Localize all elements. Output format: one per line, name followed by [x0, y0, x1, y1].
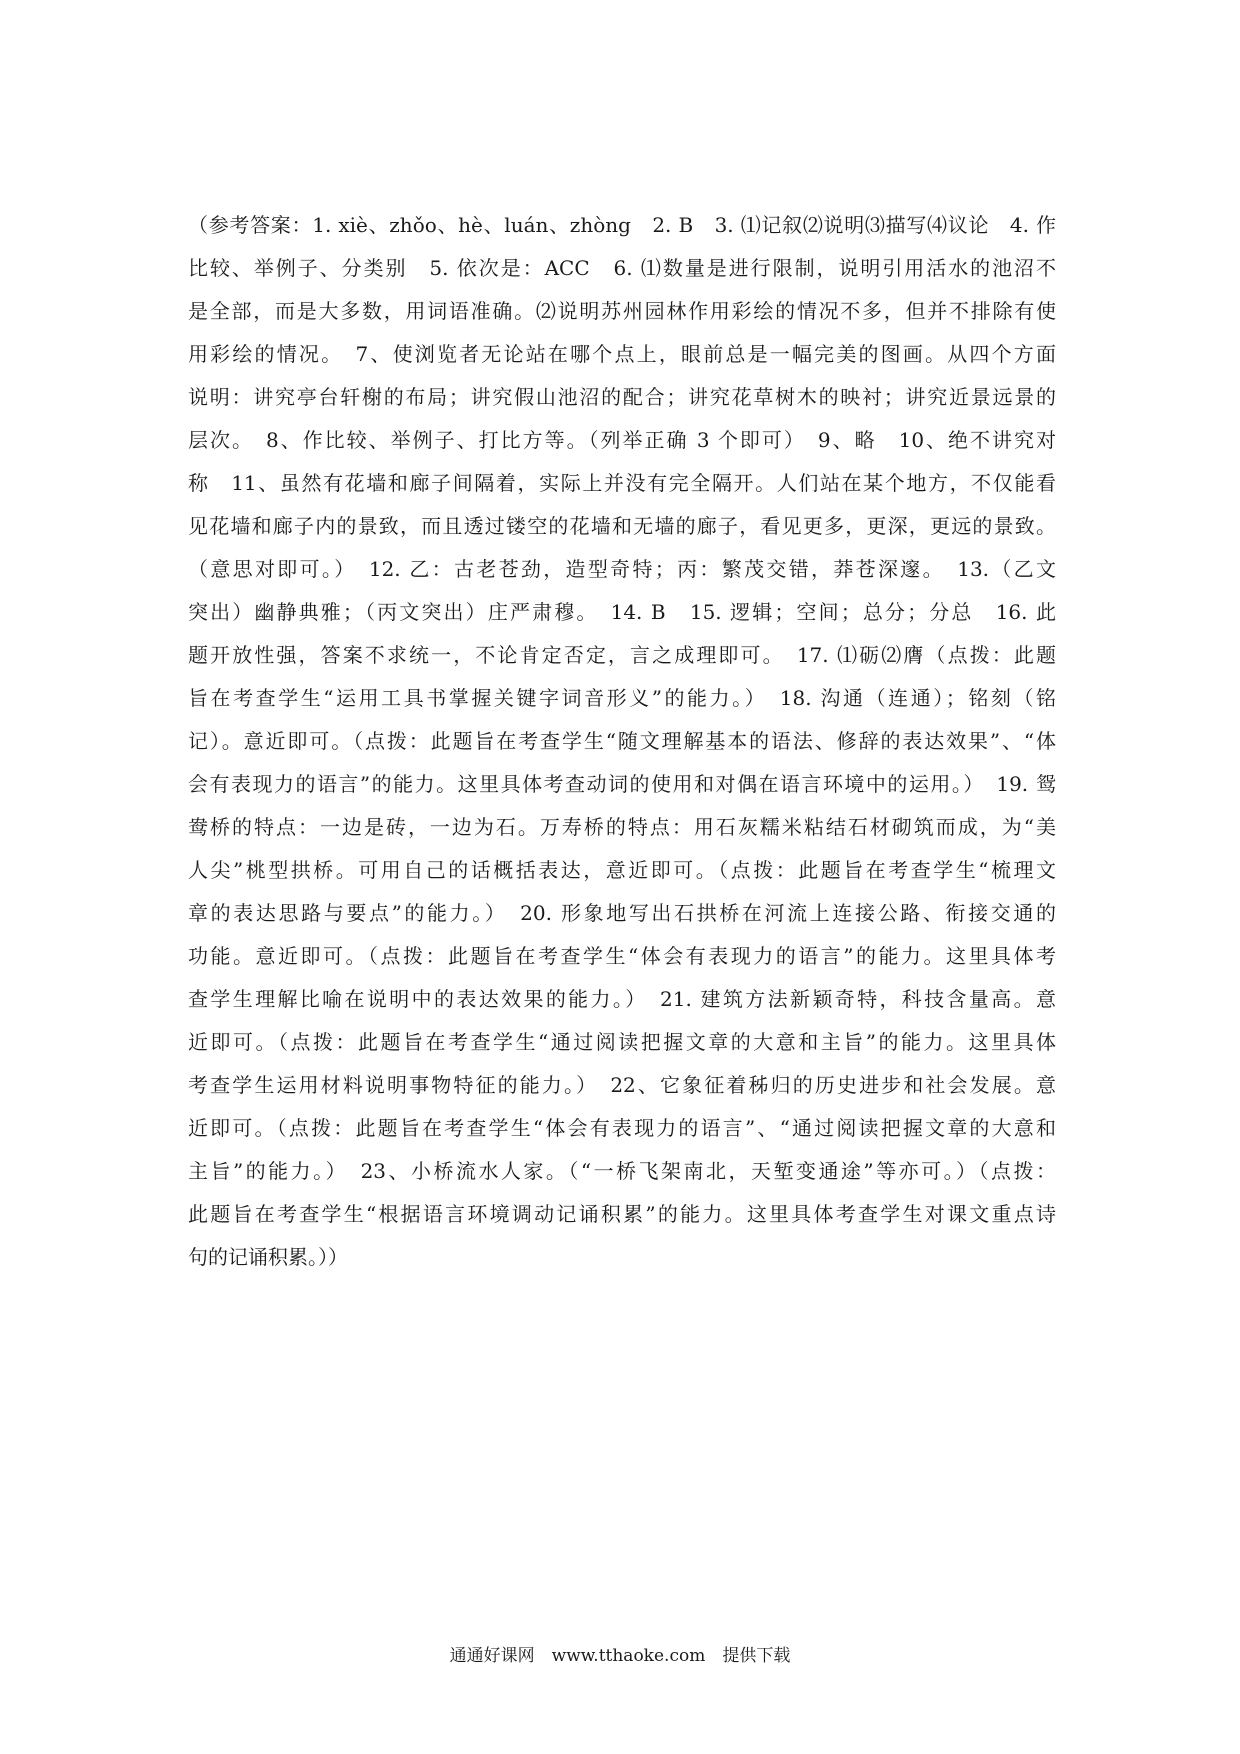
answer-line-13: 记）。意近即可。（点拨：此题旨在考查学生“随文理解基本的语法、修辞的表达效果”、“体 — [188, 729, 1056, 753]
answer-line-23: 主旨”的能力。） 23、小桥流水人家。（“一桥飞架南北，天堑变通途”等亦可。）（点拨： — [188, 1159, 1056, 1183]
footer-download-note: 通通好课网 www.tthaoke.com 提供下载 — [449, 1646, 791, 1666]
answer-line-19: 查学生理解比喻在说明中的表达效果的能力。） 21. 建筑方法新颖奇特，科技含量高。意 — [188, 987, 1056, 1011]
answer-line-10: 突出）幽静典雅；（丙文突出）庄严肃穆。 14. B 15. 逻辑；空间；总分；分总 16. 此 — [188, 600, 1056, 624]
answer-line-7: 称 11、虽然有花墙和廊子间隔着，实际上并没有完全隔开。人们站在某个地方，不仅能看 — [188, 471, 1056, 495]
answer-line-15: 鸯桥的特点：一边是砖，一边为石。万寿桥的特点：用石灰糯米粘结石材砌筑而成，为“美 — [188, 815, 1056, 839]
answer-line-20: 近即可。（点拨：此题旨在考查学生“通过阅读把握文章的大意和主旨”的能力。这里具体 — [188, 1030, 1056, 1054]
answer-line-9: （意思对即可。） 12. 乙：古老苍劲，造型奇特；丙：繁茂交错，莽苍深邃。 13.（乙文 — [188, 557, 1056, 581]
answer-line-16: 人尖”桃型拱桥。可用自己的话概括表达，意近即可。（点拨：此题旨在考查学生“梳理文 — [188, 858, 1056, 882]
answer-line-24: 此题旨在考查学生“根据语言环境调动记诵积累”的能力。这里具体考查学生对课文重点诗 — [188, 1202, 1056, 1226]
answer-line-14: 会有表现力的语言”的能力。这里具体考查动词的使用和对偶在语言环境中的运用。） 19. 鸳 — [188, 772, 1056, 796]
answer-line-12: 旨在考查学生“运用工具书掌握关键字词音形义”的能力。） 18. 沟通（连通）；铭刻（铭 — [188, 686, 1056, 710]
answer-line-17: 章的表达思路与要点”的能力。） 20. 形象地写出石拱桥在河流上连接公路、衔接交通的 — [188, 901, 1056, 925]
answer-line-22: 近即可。（点拨：此题旨在考查学生“体会有表现力的语言”、“通过阅读把握文章的大意和 — [188, 1116, 1056, 1140]
answer-line-11: 题开放性强，答案不求统一，不论肯定否定，言之成理即可。 17. ⑴砺⑵膺（点拨：此题 — [188, 643, 1056, 667]
answer-line-6: 层次。 8、作比较、举例子、打比方等。（列举正确 3 个即可） 9、略 10、绝不讲究对 — [188, 428, 1056, 452]
answer-line-21: 考查学生运用材料说明事物特征的能力。） 22、它象征着秭归的历史进步和社会发展。意 — [188, 1073, 1056, 1097]
answer-line-2: 比较、举例子、分类别 5. 依次是：ACC 6. ⑴数量是进行限制，说明引用活水的池沼不 — [188, 256, 1056, 280]
answer-line-8: 见花墙和廊子内的景致，而且透过镂空的花墙和无墙的廊子，看见更多，更深，更远的景致。 — [188, 514, 1056, 538]
answer-line-25: 句的记诵积累。）） — [188, 1245, 348, 1269]
answer-line-1: （参考答案：1. xiè、zhǒo、hè、luán、zhòng 2. B 3. ⑴记叙⑵说明⑶描写⑷议论 4. 作 — [188, 213, 1056, 237]
answer-text-block — [188, 204, 1056, 1279]
answer-line-3: 是全部，而是大多数，用词语准确。⑵说明苏州园林作用彩绘的情况不多，但并不排除有使 — [188, 299, 1056, 323]
answer-line-5: 说明：讲究亭台轩榭的布局；讲究假山池沼的配合；讲究花草树木的映衬；讲究近景远景的 — [188, 385, 1056, 409]
answer-line-4: 用彩绘的情况。 7、使浏览者无论站在哪个点上，眼前总是一幅完美的图画。从四个方面 — [188, 342, 1056, 366]
answer-line-18: 功能。意近即可。（点拨：此题旨在考查学生“体会有表现力的语言”的能力。这里具体考 — [188, 944, 1056, 968]
